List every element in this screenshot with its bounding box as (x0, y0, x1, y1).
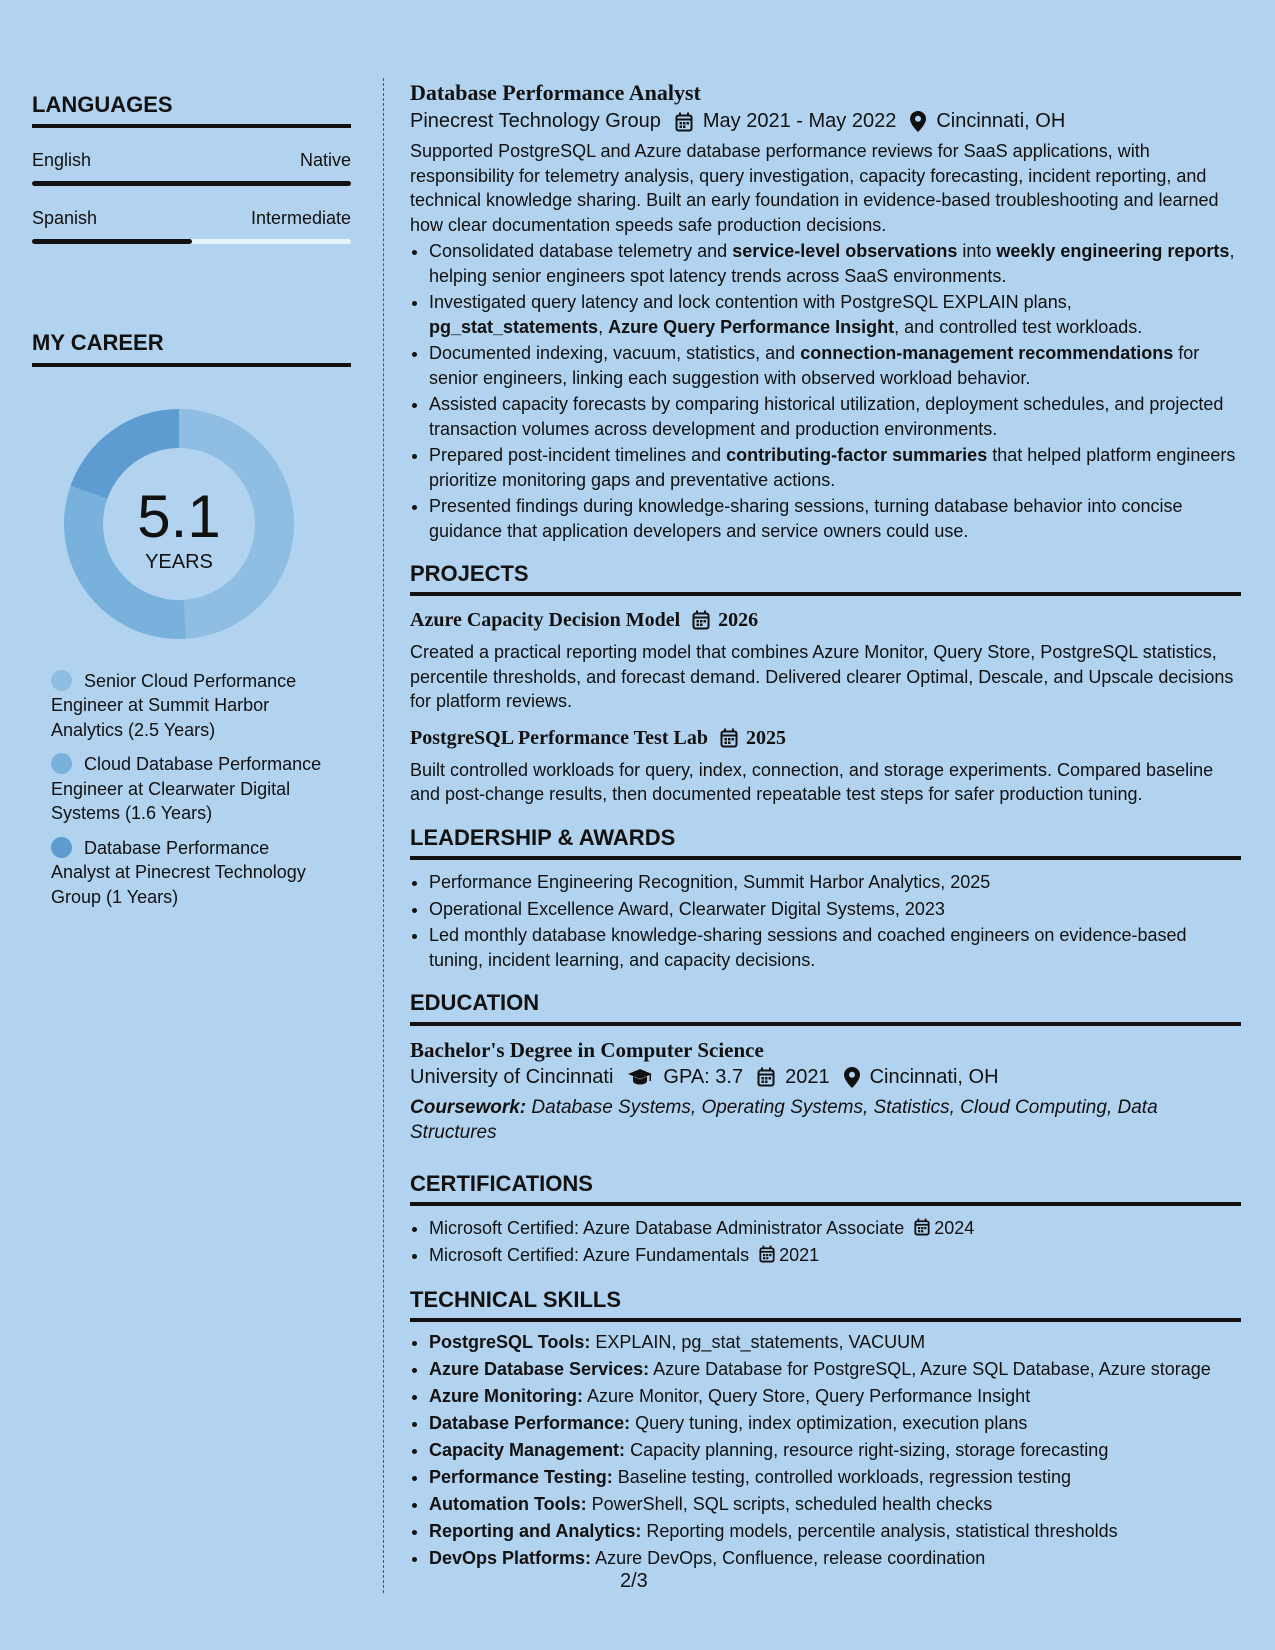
certification-year: 2024 (934, 1218, 975, 1239)
project-year: 2025 (745, 726, 786, 749)
calendar-icon (914, 1218, 930, 1236)
location-pin-icon (910, 111, 926, 132)
leadership-item: • Led monthly database knowledge-sharing sessions and coached engineers on evidence-based tuning, incident learning, and capacity decisions. (429, 923, 1241, 972)
job-bullet-text: Documented indexing, vacuum, statistics, and (429, 343, 801, 363)
project-description: Built controlled workloads for query, index, connection, and storage experiments. Compared baseline and post-change results, then documented repeatable test steps for safer production tuning. (410, 759, 1214, 805)
job-meta (410, 110, 1241, 133)
skill-values: Reporting models, percentile analysis, statistical thresholds (646, 1521, 1118, 1542)
job-bullet-highlight: contributing-factor summaries (726, 445, 988, 465)
languages-heading: LANGUAGES (32, 92, 351, 128)
job-bullet (429, 443, 1241, 492)
skill-values: Azure DevOps, Confluence, release coordination (595, 1548, 986, 1569)
calendar-icon (757, 1067, 775, 1087)
language-level: Native (299, 150, 351, 171)
project-description: Created a practical reporting model that combines Azure Monitor, Query Store, PostgreSQL statistics, percentile thresholds, and forecast demand. Delivered clearer Optimal, Descale, and Upscale decisions for platform reviews. (410, 642, 1234, 712)
coursework-list: Database Systems, Operating Systems, Statistics, Cloud Computing, Data Structures (410, 1096, 1158, 1143)
job-bullet-highlight: weekly engineering reports (996, 241, 1230, 261)
language-proficiency-fill (32, 181, 351, 186)
job-bullet-text: Presented findings during knowledge-sharing sessions, turning database behavior into concise guidance that application developers and service owners could use. (429, 496, 1183, 541)
location-pin-icon (844, 1067, 860, 1088)
projects-heading: PROJECTS (410, 561, 1241, 596)
coursework-label: Coursework: (410, 1096, 527, 1118)
certification-item (429, 1243, 1241, 1268)
skill-item (429, 1519, 1241, 1544)
career-legend (51, 669, 323, 910)
coursework (410, 1095, 1241, 1145)
skill-category: Capacity Management: (429, 1440, 626, 1461)
job-bullet (429, 341, 1241, 390)
job-bullet (429, 392, 1241, 441)
career-total-years: 5.1 (137, 482, 221, 550)
leadership-item: • Operational Excellence Award, Clearwater Digital Systems, 2023 (429, 897, 1241, 922)
language-item (32, 150, 351, 186)
certifications-list (410, 1216, 1241, 1267)
language-item (32, 208, 351, 244)
job-bullet-text: Prepared post-incident timelines and (429, 445, 727, 465)
skill-category: Reporting and Analytics: (429, 1521, 642, 1542)
skill-category: Azure Monitoring: (429, 1386, 583, 1407)
leadership-list (410, 870, 1241, 972)
column-divider (383, 78, 384, 1593)
job-bullet-text: , (598, 316, 609, 337)
job-summary: Supported PostgreSQL and Azure database performance reviews for SaaS applications, with responsibility for telemetry analysis, query investigation, capacity forecasting, incident reporting, and technical knowledge sharing. Built an early foundation in evidence-based troubleshooting and learned how clear documentation speeds safe production decisions. (410, 141, 1219, 235)
job-bullet-highlight: Azure Query Performance Insight (608, 316, 895, 337)
job-bullet (429, 239, 1241, 288)
skill-category: Automation Tools: (429, 1494, 587, 1515)
gpa: GPA: 3.7 (663, 1065, 744, 1088)
skill-category: Azure Database Services: (429, 1359, 650, 1380)
skill-category: DevOps Platforms: (429, 1548, 592, 1569)
certification-name: Microsoft Certified: Azure Fundamentals (429, 1244, 750, 1265)
language-name: English (32, 150, 92, 171)
language-proficiency-fill (32, 239, 192, 244)
job-bullet-text: that helped platform engineers prioritize monitoring gaps and preventative actions. (429, 445, 1236, 490)
skill-item (429, 1357, 1241, 1382)
job-bullet-text: Consolidated database telemetry and (429, 241, 733, 261)
job-company: Pinecrest Technology Group (410, 110, 661, 132)
skill-item (429, 1384, 1241, 1409)
degree-title: Bachelor's Degree in Computer Science (410, 1037, 764, 1062)
project-item (410, 606, 1241, 714)
certifications-heading: CERTIFICATIONS (410, 1171, 1241, 1206)
skill-category: PostgreSQL Tools: (429, 1332, 591, 1353)
certification-name: Microsoft Certified: Azure Database Administrator Associate (429, 1218, 905, 1239)
career-total-unit: YEARS (145, 550, 213, 573)
certification-item (429, 1216, 1241, 1241)
career-legend-item (51, 669, 323, 743)
job-bullet (429, 494, 1241, 543)
language-proficiency-bar (32, 181, 351, 186)
skill-item (429, 1492, 1241, 1517)
leadership-heading: LEADERSHIP & AWARDS (410, 825, 1241, 860)
job-bullet-highlight: connection-management recommendations (800, 343, 1174, 363)
job-location: Cincinnati, OH (936, 110, 1066, 132)
career-legend-item (51, 836, 323, 910)
job-bullet (429, 290, 1241, 339)
job-bullet-highlight: service-level observations (732, 241, 958, 261)
job-bullet-text: into (957, 241, 997, 261)
graduation-cap-icon (627, 1068, 653, 1086)
leadership-item: • Performance Engineering Recognition, Summit Harbor Analytics, 2025 (429, 870, 1241, 895)
legend-dot-icon (51, 670, 72, 691)
skill-item (429, 1438, 1241, 1463)
skill-values: EXPLAIN, pg_stat_statements, VACUUM (595, 1332, 926, 1353)
language-name: Spanish (32, 208, 98, 229)
skill-values: Baseline testing, controlled workloads, regression testing (617, 1467, 1071, 1488)
job-bullet-text: Investigated query latency and lock contention with PostgreSQL EXPLAIN plans, (429, 292, 1072, 312)
legend-dot-icon (51, 753, 72, 774)
language-level: Intermediate (250, 208, 351, 229)
job-bullet-text: , and controlled test workloads. (894, 316, 1143, 337)
skill-values: Query tuning, index optimization, execution plans (635, 1413, 1028, 1434)
calendar-icon (759, 1245, 775, 1263)
project-title: Azure Capacity Decision Model (410, 609, 681, 632)
career-legend-label: Cloud Database Performance Engineer at Clearwater Digital Systems (1.6 Years) (51, 754, 322, 824)
calendar-icon (720, 728, 738, 748)
skill-item (429, 1546, 1241, 1571)
career-donut-chart (64, 409, 294, 639)
language-proficiency-bar (32, 239, 351, 244)
skill-values: Azure Monitor, Query Store, Query Performance Insight (587, 1386, 1031, 1407)
education-heading: EDUCATION (410, 990, 1241, 1025)
job-bullet-list (410, 239, 1241, 543)
sidebar (32, 92, 351, 919)
career-legend-label: Senior Cloud Performance Engineer at Summit Harbor Analytics (2.5 Years) (51, 670, 297, 740)
education-location: Cincinnati, OH (869, 1065, 999, 1088)
skill-item (429, 1411, 1241, 1436)
job-bullet-highlight: pg_stat_statements (429, 316, 599, 337)
skills-list (410, 1330, 1241, 1571)
skills-heading: TECHNICAL SKILLS (410, 1287, 1241, 1322)
skill-item (429, 1465, 1241, 1490)
project-title: PostgreSQL Performance Test Lab (410, 726, 708, 749)
school-name: University of Cincinnati (410, 1065, 614, 1088)
job-bullet-text: Assisted capacity forecasts by comparing historical utilization, deployment schedules, and projected transaction volumes across development and production environments. (429, 394, 1224, 439)
job-bullet-text: for senior engineers, linking each suggestion with observed workload behavior. (429, 343, 1200, 388)
skill-category: Performance Testing: (429, 1467, 613, 1488)
career-legend-item (51, 752, 323, 826)
skill-category: Database Performance: (429, 1413, 631, 1434)
job-dates: May 2021 - May 2022 (702, 110, 897, 132)
calendar-icon (675, 112, 693, 132)
skill-values: PowerShell, SQL scripts, scheduled health checks (591, 1494, 993, 1515)
job-bullet-text: , helping senior engineers spot latency trends across SaaS environments. (429, 241, 1235, 286)
job-title: Database Performance Analyst (410, 80, 701, 105)
legend-dot-icon (51, 837, 72, 858)
calendar-icon (692, 610, 710, 630)
project-item (410, 724, 1241, 807)
page-number: 2/3 (620, 1570, 648, 1592)
career-heading: MY CAREER (32, 330, 351, 366)
skill-values: Azure Database for PostgreSQL, Azure SQL Database, Azure storage (653, 1359, 1211, 1380)
skill-item (429, 1330, 1241, 1355)
graduation-year: 2021 (785, 1065, 830, 1088)
certification-year: 2021 (779, 1244, 820, 1265)
education-meta (410, 1066, 1241, 1089)
project-year: 2026 (718, 609, 759, 632)
career-legend-label: Database Performance Analyst at Pinecrest Technology Group (1 Years) (51, 837, 306, 907)
skill-values: Capacity planning, resource right-sizing, storage forecasting (630, 1440, 1109, 1461)
main-content (410, 78, 1241, 1573)
